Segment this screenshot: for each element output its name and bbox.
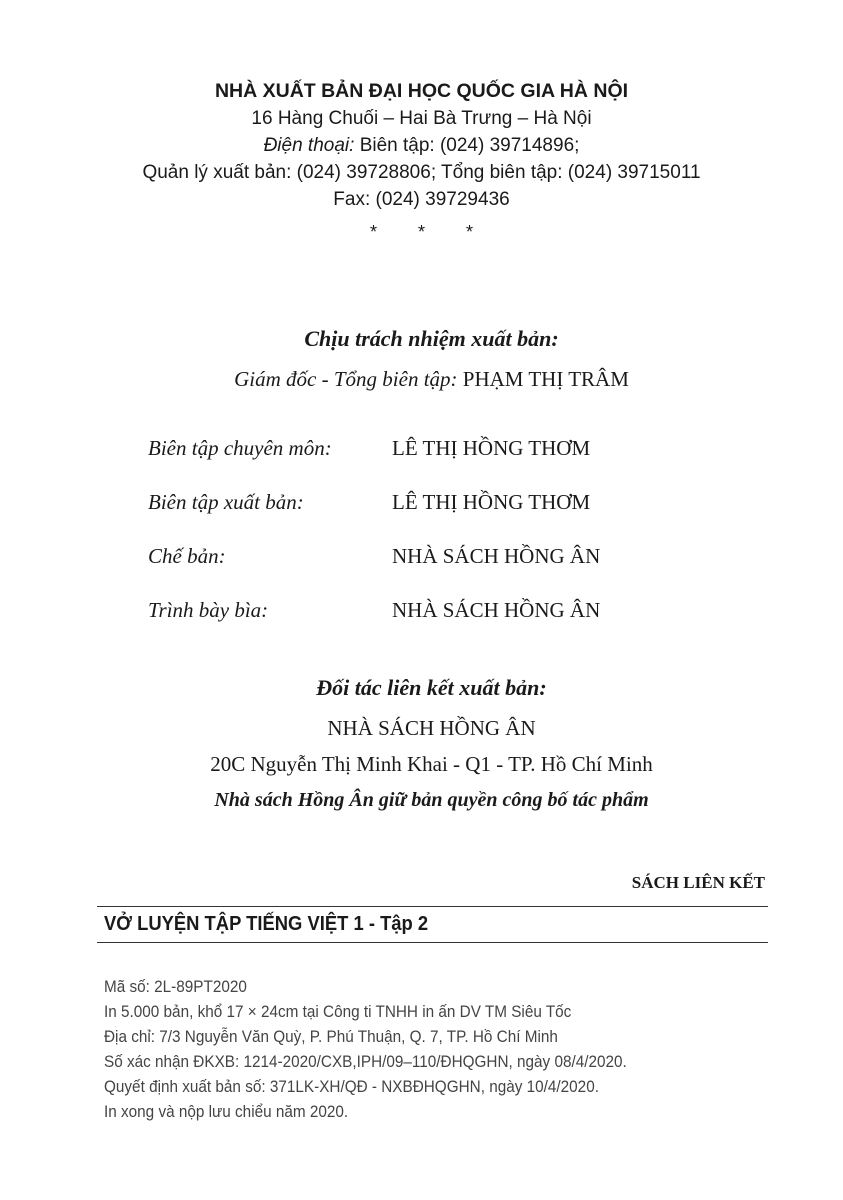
bottom-divider [97,942,768,943]
publisher-address: 16 Hàng Chuối – Hai Bà Trưng – Hà Nội [251,108,592,129]
copyright-note: Nhà sách Hồng Ân giữ bản quyền công bố tác phẩm [214,789,649,811]
director-line [0,367,843,392]
book-title: VỞ LUYỆN TẬP TIẾNG VIỆT 1 - Tập 2 [104,913,429,935]
imprint-block [104,974,627,1124]
phone-label: Điện thoại: [263,135,355,156]
phone-management: Quản lý xuất bản: (024) 39728806; Tổng biên tập: (024) 39715011 [142,162,701,183]
top-divider [97,906,768,907]
credit-label: Biên tập xuất bản: [148,490,304,514]
imprint-registration: Số xác nhận ĐKXB: 1214-2020/CXB,IPH/09–110/ĐHQGHN, ngày 08/4/2020. [104,1052,627,1071]
phone-editor: Biên tập: (024) 39714896; [359,135,580,156]
publisher-name: NHÀ XUẤT BẢN ĐẠI HỌC QUỐC GIA HÀ NỘI [214,80,629,102]
imprint-print-run: In 5.000 bản, khổ 17 × 24cm tại Công ti TNHH in ấn DV TM Siêu Tốc [104,1002,572,1021]
director-label: Giám đốc - Tổng biên tập: [234,367,458,391]
imprint-decision: Quyết định xuất bản số: 371LK-XH/QĐ - NXBĐHQGHN, ngày 10/4/2020. [104,1077,599,1096]
credit-value: LÊ THỊ HỒNG THƠM [392,490,591,514]
credit-row [148,490,590,515]
partner-title: Đối tác liên kết xuất bản: [316,675,547,700]
publisher-fax: Fax: (024) 39729436 [333,189,510,210]
linked-book-label: SÁCH LIÊN KẾT [631,873,765,892]
credit-row [148,436,590,461]
credit-value: NHÀ SÁCH HỒNG ÂN [392,544,601,568]
responsibility-title: Chịu trách nhiệm xuất bản: [304,326,559,351]
partner-address: 20C Nguyễn Thị Minh Khai - Q1 - TP. Hồ Chí Minh [210,752,653,776]
imprint-code: Mã số: 2L-89PT2020 [104,977,247,996]
separator-stars: * * * [369,222,492,242]
credit-label: Trình bày bìa: [148,598,269,622]
imprint-deposit: In xong và nộp lưu chiểu năm 2020. [104,1102,349,1121]
partner-name: NHÀ SÁCH HỒNG ÂN [327,716,536,740]
credit-value: NHÀ SÁCH HỒNG ÂN [392,598,601,622]
partner-block [0,670,843,818]
publisher-phone [0,132,843,159]
credit-label: Biên tập chuyên môn: [148,436,332,460]
credit-row [148,544,600,569]
publisher-block [0,78,843,246]
credit-label: Chế bản: [148,544,226,568]
credit-row [148,598,600,623]
director-name: PHẠM THỊ TRÂM [462,367,629,391]
imprint-address: Địa chỉ: 7/3 Nguyễn Văn Quỳ, P. Phú Thuận, Q. 7, TP. Hồ Chí Minh [104,1027,558,1046]
credit-value: LÊ THỊ HỒNG THƠM [392,436,591,460]
